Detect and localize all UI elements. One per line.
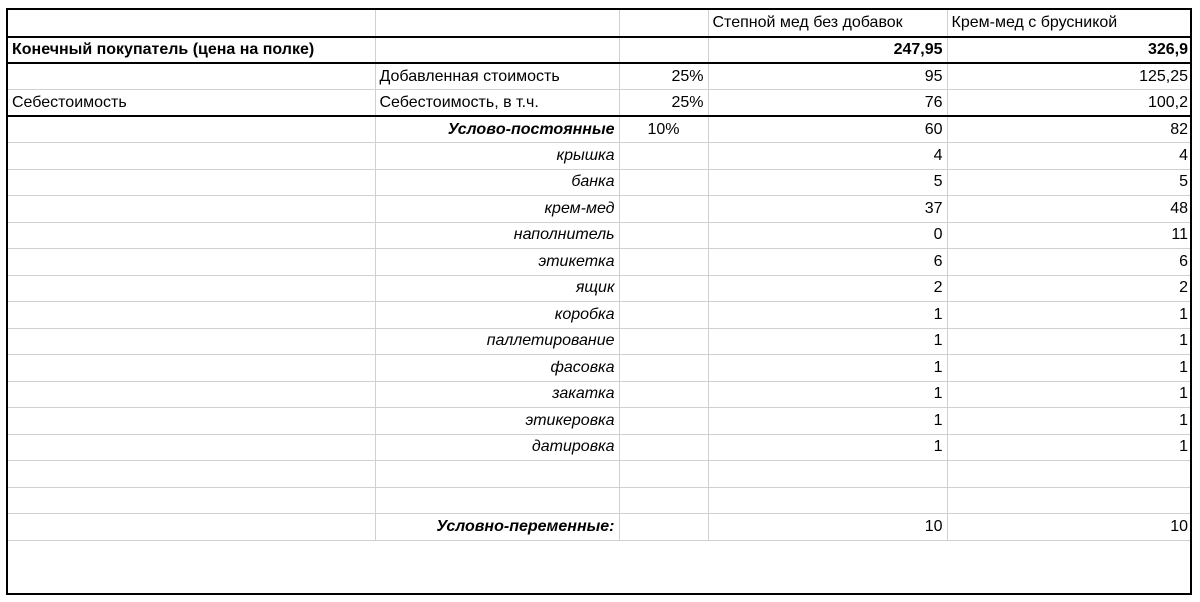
cell[interactable] bbox=[947, 487, 1192, 514]
cost-section-label[interactable]: Себестоимость bbox=[8, 90, 375, 117]
item-value-1[interactable]: 1 bbox=[708, 381, 947, 408]
table-row bbox=[8, 434, 1192, 461]
cell[interactable] bbox=[8, 143, 375, 170]
item-value-2[interactable]: 1 bbox=[947, 381, 1192, 408]
cell[interactable] bbox=[619, 461, 708, 488]
retail-value-1[interactable]: 247,95 bbox=[708, 37, 947, 64]
retail-value-2[interactable]: 326,9 bbox=[947, 37, 1192, 64]
item-value-2[interactable]: 11 bbox=[947, 222, 1192, 249]
table-row bbox=[8, 169, 1192, 196]
item-name[interactable]: паллетирование bbox=[375, 328, 619, 355]
variable-costs-label[interactable]: Условно-переменные: bbox=[375, 514, 619, 541]
cell[interactable] bbox=[619, 37, 708, 64]
item-value-1[interactable]: 1 bbox=[708, 408, 947, 435]
cell[interactable] bbox=[8, 249, 375, 276]
item-name[interactable]: коробка bbox=[375, 302, 619, 329]
cell[interactable] bbox=[8, 514, 375, 541]
cell[interactable] bbox=[619, 434, 708, 461]
item-value-2[interactable]: 6 bbox=[947, 249, 1192, 276]
item-value-2[interactable]: 5 bbox=[947, 169, 1192, 196]
cell[interactable] bbox=[8, 302, 375, 329]
table-row bbox=[8, 222, 1192, 249]
cell[interactable] bbox=[619, 196, 708, 223]
column-header-product-2[interactable]: Крем-мед с брусникой bbox=[947, 10, 1192, 37]
item-value-2[interactable]: 2 bbox=[947, 275, 1192, 302]
item-value-1[interactable]: 0 bbox=[708, 222, 947, 249]
item-value-1[interactable]: 37 bbox=[708, 196, 947, 223]
table-row bbox=[8, 328, 1192, 355]
cell[interactable] bbox=[619, 487, 708, 514]
table-row bbox=[8, 355, 1192, 382]
table-row bbox=[8, 302, 1192, 329]
cell[interactable] bbox=[619, 514, 708, 541]
table-row-cost bbox=[8, 90, 1192, 117]
variable-costs-value-2[interactable]: 10 bbox=[947, 514, 1192, 541]
cell[interactable] bbox=[8, 434, 375, 461]
item-value-2[interactable]: 1 bbox=[947, 302, 1192, 329]
table-row bbox=[8, 196, 1192, 223]
added-value-label[interactable]: Добавленная стоимость bbox=[375, 63, 619, 90]
cell[interactable] bbox=[8, 487, 375, 514]
table-row bbox=[8, 408, 1192, 435]
cell[interactable] bbox=[8, 461, 375, 488]
added-value-1[interactable]: 95 bbox=[708, 63, 947, 90]
spreadsheet-grid bbox=[6, 8, 1192, 595]
item-name[interactable]: наполнитель bbox=[375, 222, 619, 249]
cell[interactable] bbox=[8, 63, 375, 90]
cost-percent[interactable]: 25% bbox=[619, 90, 708, 117]
item-value-1[interactable]: 6 bbox=[708, 249, 947, 276]
item-name[interactable]: ящик bbox=[375, 275, 619, 302]
table-row-variable bbox=[8, 514, 1192, 541]
cell[interactable] bbox=[708, 461, 947, 488]
table-row-empty bbox=[8, 461, 1192, 488]
cell[interactable] bbox=[8, 116, 375, 143]
cost-value-1[interactable]: 76 bbox=[708, 90, 947, 117]
table-row bbox=[8, 381, 1192, 408]
table-row-added-value bbox=[8, 63, 1192, 90]
item-value-2[interactable]: 1 bbox=[947, 434, 1192, 461]
item-value-1[interactable]: 2 bbox=[708, 275, 947, 302]
cell[interactable] bbox=[619, 143, 708, 170]
item-value-2[interactable]: 1 bbox=[947, 355, 1192, 382]
item-name[interactable]: крышка bbox=[375, 143, 619, 170]
cell[interactable] bbox=[8, 355, 375, 382]
cell[interactable] bbox=[619, 408, 708, 435]
item-value-1[interactable]: 1 bbox=[708, 328, 947, 355]
item-value-1[interactable]: 4 bbox=[708, 143, 947, 170]
item-value-2[interactable]: 1 bbox=[947, 328, 1192, 355]
cell[interactable] bbox=[619, 355, 708, 382]
table-row bbox=[8, 275, 1192, 302]
retail-label[interactable]: Конечный покупатель (цена на полке) bbox=[8, 37, 375, 64]
added-value-percent[interactable]: 25% bbox=[619, 63, 708, 90]
item-value-1[interactable]: 1 bbox=[708, 434, 947, 461]
cell[interactable] bbox=[8, 196, 375, 223]
fixed-costs-label[interactable]: Условo-постоянные bbox=[375, 116, 619, 143]
table-row-header bbox=[8, 10, 1192, 37]
fixed-costs-value-2[interactable]: 82 bbox=[947, 116, 1192, 143]
cell[interactable] bbox=[375, 10, 619, 37]
cell[interactable] bbox=[947, 461, 1192, 488]
item-value-1[interactable]: 1 bbox=[708, 355, 947, 382]
variable-costs-value-1[interactable]: 10 bbox=[708, 514, 947, 541]
item-name[interactable]: крем-мед bbox=[375, 196, 619, 223]
cost-value-2[interactable]: 100,2 bbox=[947, 90, 1192, 117]
cell[interactable] bbox=[619, 10, 708, 37]
table-row bbox=[8, 249, 1192, 276]
item-value-1[interactable]: 1 bbox=[708, 302, 947, 329]
table-row-retail bbox=[8, 37, 1192, 64]
item-name[interactable]: этикетка bbox=[375, 249, 619, 276]
fixed-costs-percent[interactable]: 10% bbox=[619, 116, 708, 143]
added-value-2[interactable]: 125,25 bbox=[947, 63, 1192, 90]
cell[interactable] bbox=[8, 381, 375, 408]
cost-table bbox=[8, 10, 1192, 541]
table-row bbox=[8, 143, 1192, 170]
item-value-2[interactable]: 4 bbox=[947, 143, 1192, 170]
cost-label[interactable]: Себестоимость, в т.ч. bbox=[375, 90, 619, 117]
item-name[interactable]: закатка bbox=[375, 381, 619, 408]
cell[interactable] bbox=[8, 328, 375, 355]
item-value-1[interactable]: 5 bbox=[708, 169, 947, 196]
cell[interactable] bbox=[708, 487, 947, 514]
item-name[interactable]: фасовка bbox=[375, 355, 619, 382]
cell[interactable] bbox=[8, 408, 375, 435]
cell[interactable] bbox=[375, 487, 619, 514]
cell[interactable] bbox=[619, 275, 708, 302]
item-name[interactable]: банка bbox=[375, 169, 619, 196]
column-header-product-1[interactable]: Степной мед без добавок bbox=[708, 10, 947, 37]
cell[interactable] bbox=[8, 169, 375, 196]
fixed-costs-value-1[interactable]: 60 bbox=[708, 116, 947, 143]
item-name[interactable]: этикеровка bbox=[375, 408, 619, 435]
cell[interactable] bbox=[375, 37, 619, 64]
table-row-empty bbox=[8, 487, 1192, 514]
item-name[interactable]: датировка bbox=[375, 434, 619, 461]
cell[interactable] bbox=[8, 275, 375, 302]
cell[interactable] bbox=[619, 302, 708, 329]
item-value-2[interactable]: 48 bbox=[947, 196, 1192, 223]
cell[interactable] bbox=[619, 249, 708, 276]
cell[interactable] bbox=[619, 381, 708, 408]
table-row-fixed bbox=[8, 116, 1192, 143]
cell[interactable] bbox=[619, 328, 708, 355]
cell[interactable] bbox=[619, 222, 708, 249]
item-value-2[interactable]: 1 bbox=[947, 408, 1192, 435]
cell[interactable] bbox=[619, 169, 708, 196]
cell[interactable] bbox=[375, 461, 619, 488]
cell[interactable] bbox=[8, 222, 375, 249]
cell[interactable] bbox=[8, 10, 375, 37]
